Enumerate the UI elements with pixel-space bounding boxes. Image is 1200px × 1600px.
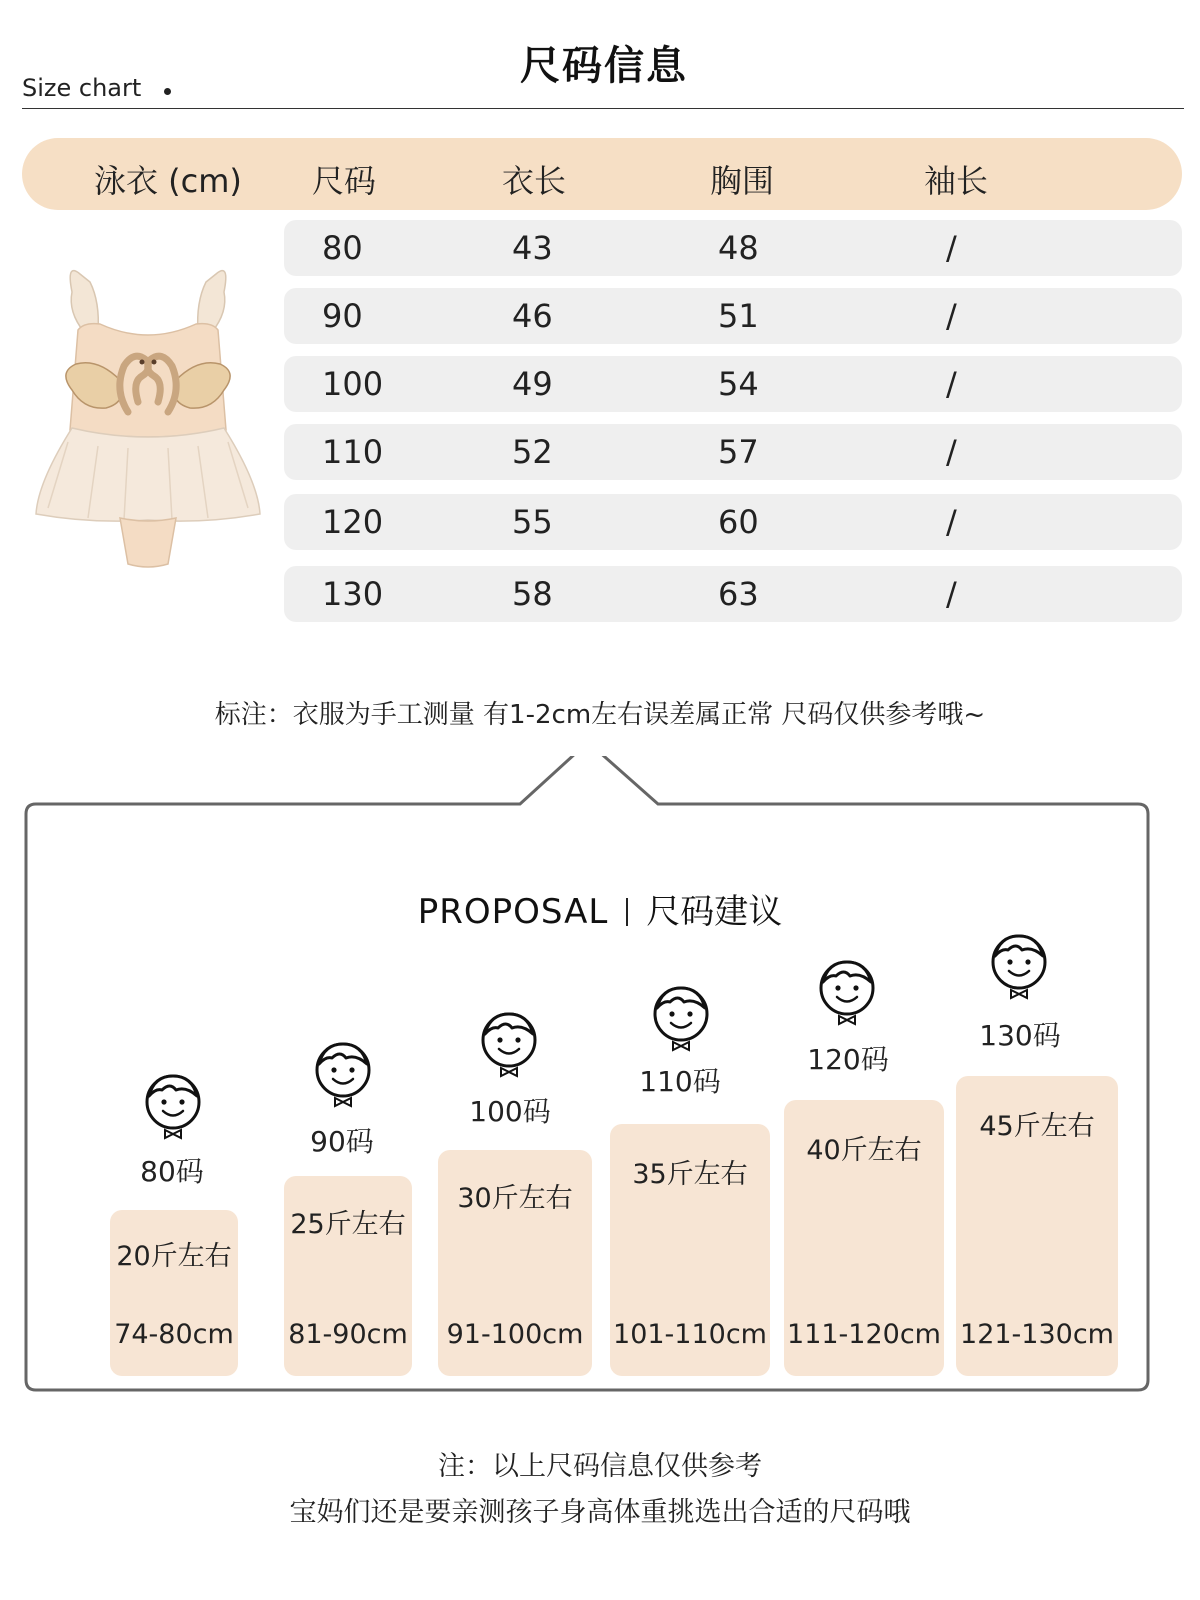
cell-length: 49: [512, 365, 553, 403]
table-row: [284, 566, 1182, 622]
table-row: [284, 220, 1182, 276]
proposal-height: 91-100cm: [446, 1319, 584, 1350]
footer-note-1: 注：以上尺码信息仅供参考: [438, 1451, 762, 1482]
cell-chest: 57: [718, 433, 759, 471]
header-divider: [22, 108, 1184, 109]
proposal-title: [0, 884, 1200, 933]
proposal-column: [956, 1076, 1118, 1376]
cell-sleeve: /: [946, 503, 957, 541]
proposal-height: 121-130cm: [960, 1319, 1114, 1350]
child-face-icon: [310, 1038, 376, 1108]
cell-sleeve: /: [946, 575, 957, 613]
cell-size: 100: [322, 365, 384, 403]
proposal-size: 100码: [469, 1095, 551, 1128]
child-face-icon: [140, 1070, 206, 1140]
header-sleeve: 袖长: [924, 162, 989, 200]
title-separator: [626, 898, 628, 926]
cell-length: 43: [512, 229, 553, 267]
proposal-column: [784, 1100, 944, 1376]
cell-length: 58: [512, 575, 553, 613]
header-length: 衣长: [502, 162, 567, 200]
proposal-weight: 40斤左右: [806, 1135, 922, 1166]
proposal-size: 120码: [807, 1043, 889, 1076]
cell-size: 110: [322, 433, 384, 471]
footer-note-2: 宝妈们还是要亲测孩子身高体重挑选出合适的尺码哦: [289, 1497, 911, 1528]
proposal-weight: 20斤左右: [116, 1241, 232, 1272]
child-face-icon: [814, 956, 880, 1026]
size-chart-label: Size chart: [22, 74, 142, 102]
cell-length: 52: [512, 433, 553, 471]
proposal-title-cn: 尺码建议: [646, 892, 783, 932]
swimsuit-image: [28, 262, 268, 582]
cell-size: 80: [322, 229, 363, 267]
cell-chest: 48: [718, 229, 759, 267]
cell-chest: 54: [718, 365, 759, 403]
child-face-icon: [986, 930, 1052, 1000]
table-header: [22, 138, 1182, 210]
measurement-note: 标注：衣服为手工测量 有1-2cm左右误差属正常 尺码仅供参考哦~: [214, 700, 986, 730]
cell-chest: 51: [718, 297, 759, 335]
proposal-weight: 30斤左右: [457, 1183, 573, 1214]
proposal-size: 110码: [639, 1065, 721, 1098]
proposal-column: [610, 1124, 770, 1376]
proposal-height: 111-120cm: [787, 1319, 941, 1350]
cell-sleeve: /: [946, 297, 957, 335]
header-swimsuit: 泳衣 (cm): [94, 162, 242, 200]
cell-length: 55: [512, 503, 553, 541]
cell-size: 130: [322, 575, 384, 613]
proposal-size: 90码: [310, 1125, 374, 1158]
proposal-column: [110, 1210, 238, 1376]
child-face-icon: [648, 982, 714, 1052]
proposal-size: 130码: [979, 1019, 1061, 1052]
cell-size: 120: [322, 503, 384, 541]
child-face-icon: [476, 1008, 542, 1078]
cell-chest: 60: [718, 503, 759, 541]
proposal-weight: 25斤左右: [290, 1209, 406, 1240]
cell-sleeve: /: [946, 229, 957, 267]
cell-size: 90: [322, 297, 363, 335]
page-title: 尺码信息: [520, 43, 688, 89]
table-row: [284, 288, 1182, 344]
cell-sleeve: /: [946, 365, 957, 403]
cell-sleeve: /: [946, 433, 957, 471]
table-row: [284, 494, 1182, 550]
table-row: [284, 424, 1182, 480]
proposal-weight: 35斤左右: [632, 1159, 748, 1190]
header-size: 尺码: [312, 162, 377, 200]
header-chest: 胸围: [710, 162, 775, 200]
proposal-height: 81-90cm: [288, 1319, 408, 1350]
cell-length: 46: [512, 297, 553, 335]
proposal-column: [438, 1150, 592, 1376]
proposal-weight: 45斤左右: [979, 1111, 1095, 1142]
proposal-title-en: PROPOSAL: [417, 892, 609, 932]
table-row: [284, 356, 1182, 412]
proposal-size: 80码: [140, 1155, 204, 1188]
proposal-column: [284, 1176, 412, 1376]
proposal-height: 74-80cm: [114, 1319, 234, 1350]
cell-chest: 63: [718, 575, 759, 613]
proposal-height: 101-110cm: [613, 1319, 767, 1350]
